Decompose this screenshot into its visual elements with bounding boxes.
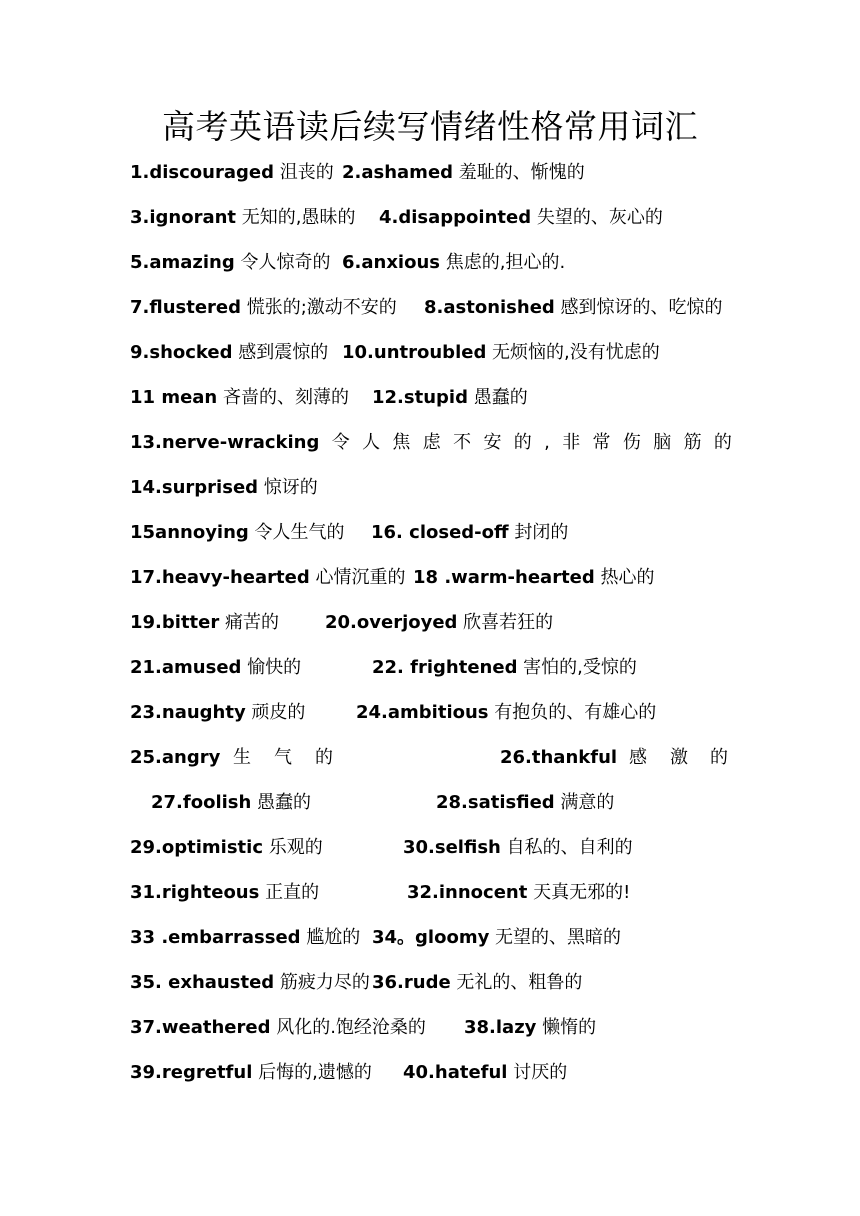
vocab-meaning-char: 的	[513, 432, 532, 453]
vocab-term: 40.hateful	[403, 1062, 508, 1083]
vocab-line-9	[130, 510, 732, 555]
vocab-entry	[403, 825, 633, 870]
vocab-meaning-char: 生	[233, 747, 251, 768]
vocab-term: 28.satisfied	[436, 792, 555, 813]
vocab-entry	[372, 645, 637, 690]
vocab-line-3	[130, 240, 732, 285]
vocab-term: 29.optimistic	[130, 837, 263, 858]
vocab-meaning: 感到惊讶的、吃惊的	[554, 297, 723, 318]
vocab-meaning: 无礼的、粗鲁的	[450, 972, 583, 993]
vocab-meaning-char: 非	[562, 432, 581, 453]
vocab-meaning: 正直的	[259, 882, 320, 903]
vocab-meaning-char: 气	[274, 747, 292, 768]
vocab-term: 22. frightened	[372, 657, 518, 678]
vocab-term: 34。gloomy	[372, 927, 490, 948]
vocab-meaning-char: 的	[315, 747, 333, 768]
vocab-term: 18 .warm-hearted	[413, 567, 595, 588]
vocab-meaning: 热心的	[594, 567, 655, 588]
vocab-line-1	[130, 150, 732, 195]
vocab-meaning: 害怕的,受惊的	[517, 657, 637, 678]
vocab-meaning: 尴尬的	[300, 927, 361, 948]
vocab-term: 16. closed-off	[371, 522, 509, 543]
vocab-entry	[436, 780, 614, 825]
vocab-meaning-char: 伤	[622, 432, 641, 453]
vocab-line-10	[130, 555, 732, 600]
vocab-term: 11 mean	[130, 387, 218, 408]
vocab-meaning: 令人惊奇的	[234, 252, 331, 273]
vocab-term: 26.thankful	[500, 747, 618, 768]
vocab-term: 8.astonished	[424, 297, 555, 318]
vocab-meaning: 无烦恼的,没有忧虑的	[486, 342, 660, 363]
vocab-entry	[325, 600, 553, 645]
vocab-term: 9.shocked	[130, 342, 233, 363]
vocab-meaning: 慌张的;激动不安的	[241, 297, 397, 318]
vocab-term: 5.amazing	[130, 252, 235, 273]
vocab-term: 24.ambitious	[356, 702, 489, 723]
vocab-meaning: 风化的.饱经沧桑的	[270, 1017, 426, 1038]
vocab-meaning-char: 不	[453, 432, 472, 453]
vocab-meaning-char: 人	[362, 432, 381, 453]
vocab-meaning-char: 常	[592, 432, 611, 453]
vocab-term: 36.rude	[372, 972, 451, 993]
vocab-meaning: 后悔的,遗憾的	[252, 1062, 372, 1083]
vocab-term: 38.lazy	[464, 1017, 537, 1038]
vocab-line-12	[130, 645, 732, 690]
vocab-term: 32.innocent	[407, 882, 528, 903]
vocab-meaning: 感到震惊的	[232, 342, 329, 363]
vocab-meaning: 愉快的	[241, 657, 302, 678]
vocab-meaning-char: 激	[670, 747, 688, 768]
vocab-meaning-char: 筋	[683, 432, 702, 453]
vocab-term: 1.discouraged	[130, 162, 274, 183]
vocab-entry	[356, 690, 656, 735]
vocab-term: 12.stupid	[372, 387, 468, 408]
vocab-meaning-char: 虑	[422, 432, 441, 453]
vocab-meaning: 无望的、黑暗的	[489, 927, 622, 948]
vocab-meaning: 令人生气的	[248, 522, 345, 543]
document-title: 高考英语读后续写情绪性格常用词汇	[162, 107, 698, 146]
vocab-meaning: 懒惰的	[536, 1017, 597, 1038]
vocab-term: 23.naughty	[130, 702, 246, 723]
vocab-term: 10.untroubled	[342, 342, 487, 363]
vocab-entry	[151, 780, 311, 825]
vocab-entry	[372, 915, 621, 960]
vocab-entry	[413, 555, 655, 600]
vocab-meaning: 讨厌的	[507, 1062, 568, 1083]
vocab-term: 19.bitter	[130, 612, 220, 633]
vocab-meaning-char: 感	[629, 747, 647, 768]
vocab-term: 30.selfish	[403, 837, 501, 858]
vocab-term: 33 .embarrassed	[130, 927, 301, 948]
vocab-meaning-char: 的	[710, 747, 728, 768]
vocab-entry	[372, 960, 582, 1005]
vocab-term: 37.weathered	[130, 1017, 271, 1038]
vocab-term: 6.anxious	[342, 252, 440, 273]
vocab-term: 15annoying	[130, 522, 249, 543]
vocab-term: 17.heavy-hearted	[130, 567, 310, 588]
vocab-meaning: 沮丧的	[273, 162, 334, 183]
vocab-term: 31.righteous	[130, 882, 260, 903]
vocab-entry	[371, 510, 568, 555]
vocab-term: 13.nerve-wracking	[130, 432, 320, 453]
vocab-term: 39.regretful	[130, 1062, 253, 1083]
vocab-line-15	[130, 780, 732, 825]
vocab-meaning: 羞耻的、惭愧的	[453, 162, 585, 183]
vocab-line-8	[130, 465, 732, 510]
vocab-meaning: 天真无邪的!	[527, 882, 631, 903]
vocab-meaning: 乐观的	[263, 837, 323, 858]
vocab-line-5	[130, 330, 732, 375]
vocab-entry	[403, 1050, 567, 1095]
vocab-meaning: 愚蠢的	[251, 792, 312, 813]
vocab-term: 35. exhausted	[130, 972, 275, 993]
vocab-meaning: 欣喜若狂的	[457, 612, 554, 633]
vocab-entry	[372, 375, 528, 420]
vocab-line-18	[130, 915, 732, 960]
vocab-meaning: 筋疲力尽的	[274, 972, 370, 993]
vocab-meaning: 有抱负的、有雄心的	[488, 702, 657, 723]
vocab-meaning-char: ,	[544, 432, 550, 453]
vocab-line-13	[130, 690, 732, 735]
vocab-entry	[342, 240, 565, 285]
vocab-meaning-char: 焦	[392, 432, 411, 453]
vocab-meaning: 无知的,愚昧的	[236, 207, 356, 228]
vocab-entry	[379, 195, 663, 240]
vocab-line-17	[130, 870, 732, 915]
vocab-meaning: 惊讶的	[258, 477, 318, 498]
vocab-entry	[407, 870, 630, 915]
vocab-meaning: 失望的、灰心的	[531, 207, 663, 228]
vocab-entry	[464, 1005, 596, 1050]
vocab-line-4	[130, 285, 732, 330]
vocab-meaning: 满意的	[554, 792, 615, 813]
vocab-meaning: 吝啬的、刻薄的	[217, 387, 349, 408]
vocab-meaning: 封闭的	[508, 522, 569, 543]
vocab-term: 27.foolish	[151, 792, 252, 813]
vocabulary-list	[130, 150, 732, 1095]
vocab-line-7	[130, 420, 732, 465]
vocab-line-20	[130, 1005, 732, 1050]
vocab-meaning-char: 令	[331, 432, 350, 453]
vocab-meaning: 顽皮的	[245, 702, 306, 723]
vocab-line-14	[130, 735, 732, 780]
vocab-term: 7.flustered	[130, 297, 242, 318]
vocab-meaning: 心情沉重的	[309, 567, 406, 588]
vocab-meaning: 自私的、自利的	[500, 837, 633, 858]
vocab-meaning: 愚蠢的	[467, 387, 528, 408]
vocab-line-19	[130, 960, 732, 1005]
vocab-line-2	[130, 195, 732, 240]
vocab-meaning: 焦虑的,担心的.	[440, 252, 566, 273]
vocab-entry	[424, 285, 723, 330]
vocab-meaning: 痛苦的	[219, 612, 279, 633]
vocab-line-6	[130, 375, 732, 420]
vocab-meaning-char: 的	[713, 432, 732, 453]
vocab-line-21	[130, 1050, 732, 1095]
vocab-term: 20.overjoyed	[325, 612, 458, 633]
vocab-term: 2.ashamed	[342, 162, 454, 183]
vocab-entry	[342, 330, 660, 375]
vocab-term: 3.ignorant	[130, 207, 237, 228]
vocab-line-16	[130, 825, 732, 870]
vocab-line-11	[130, 600, 732, 645]
vocab-term: 4.disappointed	[379, 207, 532, 228]
vocab-entry	[342, 150, 585, 195]
vocab-term: 14.surprised	[130, 477, 259, 498]
vocab-term: 25.angry	[130, 747, 221, 768]
vocab-meaning-char: 脑	[653, 432, 672, 453]
vocab-term: 21.amused	[130, 657, 242, 678]
vocab-meaning-char: 安	[483, 432, 502, 453]
